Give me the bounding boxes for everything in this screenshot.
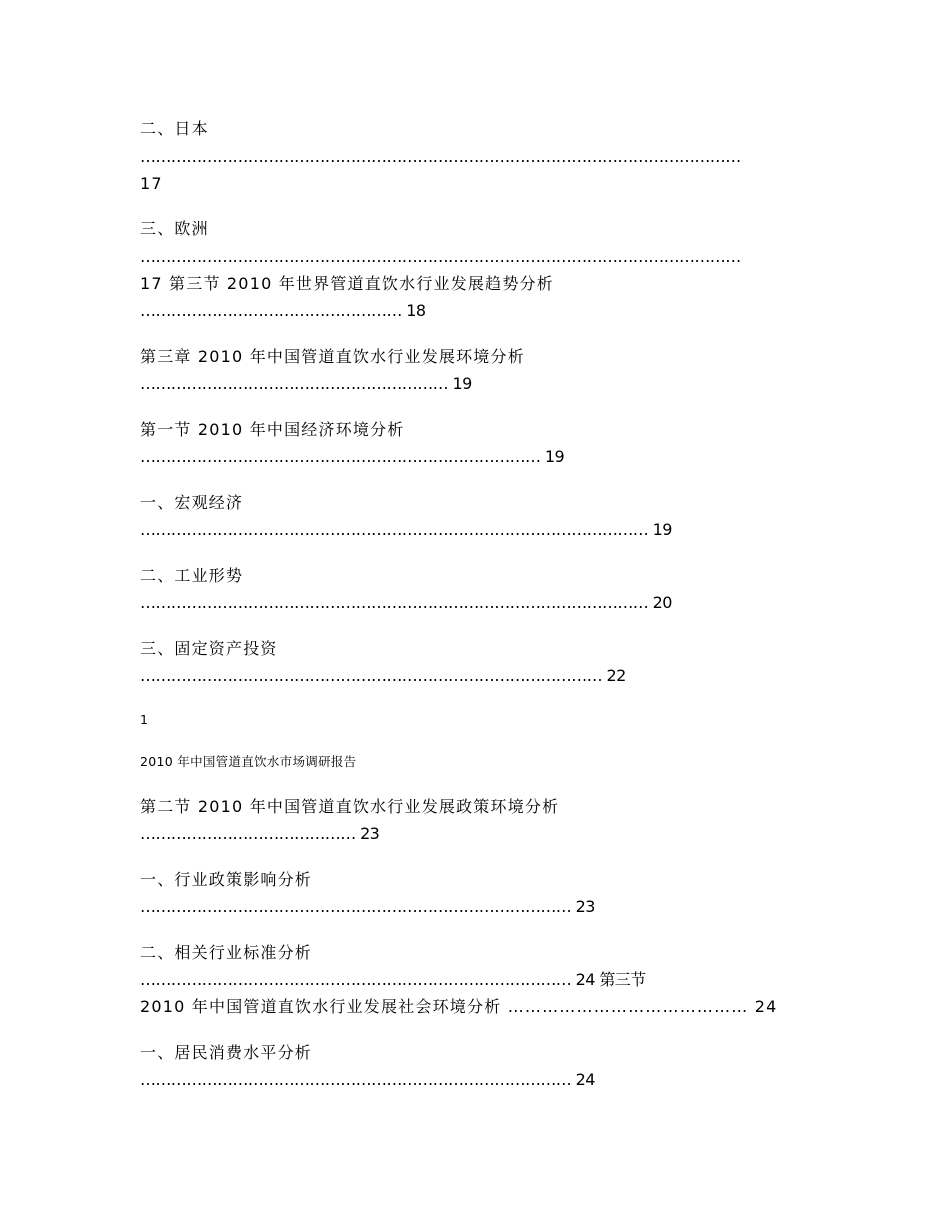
- toc-leader-dots: ……………………………………………………………………………………… 19: [140, 520, 672, 539]
- toc-entry-standards: 二、相关行业标准分析: [140, 943, 313, 962]
- toc-entry-social-environment: 2010 年中国管道直饮水行业发展社会环境分析 …………………………………… 24: [140, 997, 778, 1016]
- toc-leader-dots: …………………………………………………… 19: [140, 374, 472, 393]
- toc-entry-policy-impact: 一、行业政策影响分析: [140, 870, 313, 889]
- toc-leader-dots: ………………………………………………………………………… 23: [140, 897, 595, 916]
- toc-entry-section-1: 第一节 2010 年中国经济环境分析: [140, 420, 405, 439]
- toc-entry-industry: 二、工业形势: [140, 566, 244, 585]
- toc-entry-macro-economy: 一、宏观经济: [140, 493, 244, 512]
- toc-entry-europe: 三、欧洲: [140, 219, 209, 238]
- toc-leader-dots: ………………………………………………………………………………………………………: [140, 247, 741, 266]
- toc-entry-section-2: 第二节 2010 年中国管道直饮水行业发展政策环境分析: [140, 797, 560, 816]
- toc-entry-chapter-3: 第三章 2010 年中国管道直饮水行业发展环境分析: [140, 347, 525, 366]
- toc-leader-dots: …………………………………… 23: [140, 824, 380, 843]
- toc-leader-dots: ………………………………………………………………………… 24 第三节: [140, 970, 646, 989]
- toc-leader-dots: ……………………………………………………………………………………… 20: [140, 593, 672, 612]
- toc-page-number: 17: [140, 174, 163, 193]
- toc-entry-section-3: 17 第三节 2010 年世界管道直饮水行业发展趋势分析: [140, 274, 554, 293]
- toc-entry-fixed-assets: 三、固定资产投资: [140, 639, 278, 658]
- page-number: 1: [140, 712, 149, 727]
- toc-leader-dots: ………………………………………………………………………………………………………: [140, 147, 741, 166]
- toc-leader-dots: ………………………………………………………………………… 24: [140, 1070, 595, 1089]
- toc-entry-japan: 二、日本: [140, 119, 209, 138]
- toc-leader-dots: ……………………………………………………………………………… 22: [140, 666, 626, 685]
- toc-entry-consumption: 一、居民消费水平分析: [140, 1043, 313, 1062]
- toc-leader-dots: …………………………………………………………………… 19: [140, 447, 565, 466]
- running-header: 2010 年中国管道直饮水市场调研报告: [140, 754, 357, 769]
- toc-leader-dots: …………………………………………… 18: [140, 301, 426, 320]
